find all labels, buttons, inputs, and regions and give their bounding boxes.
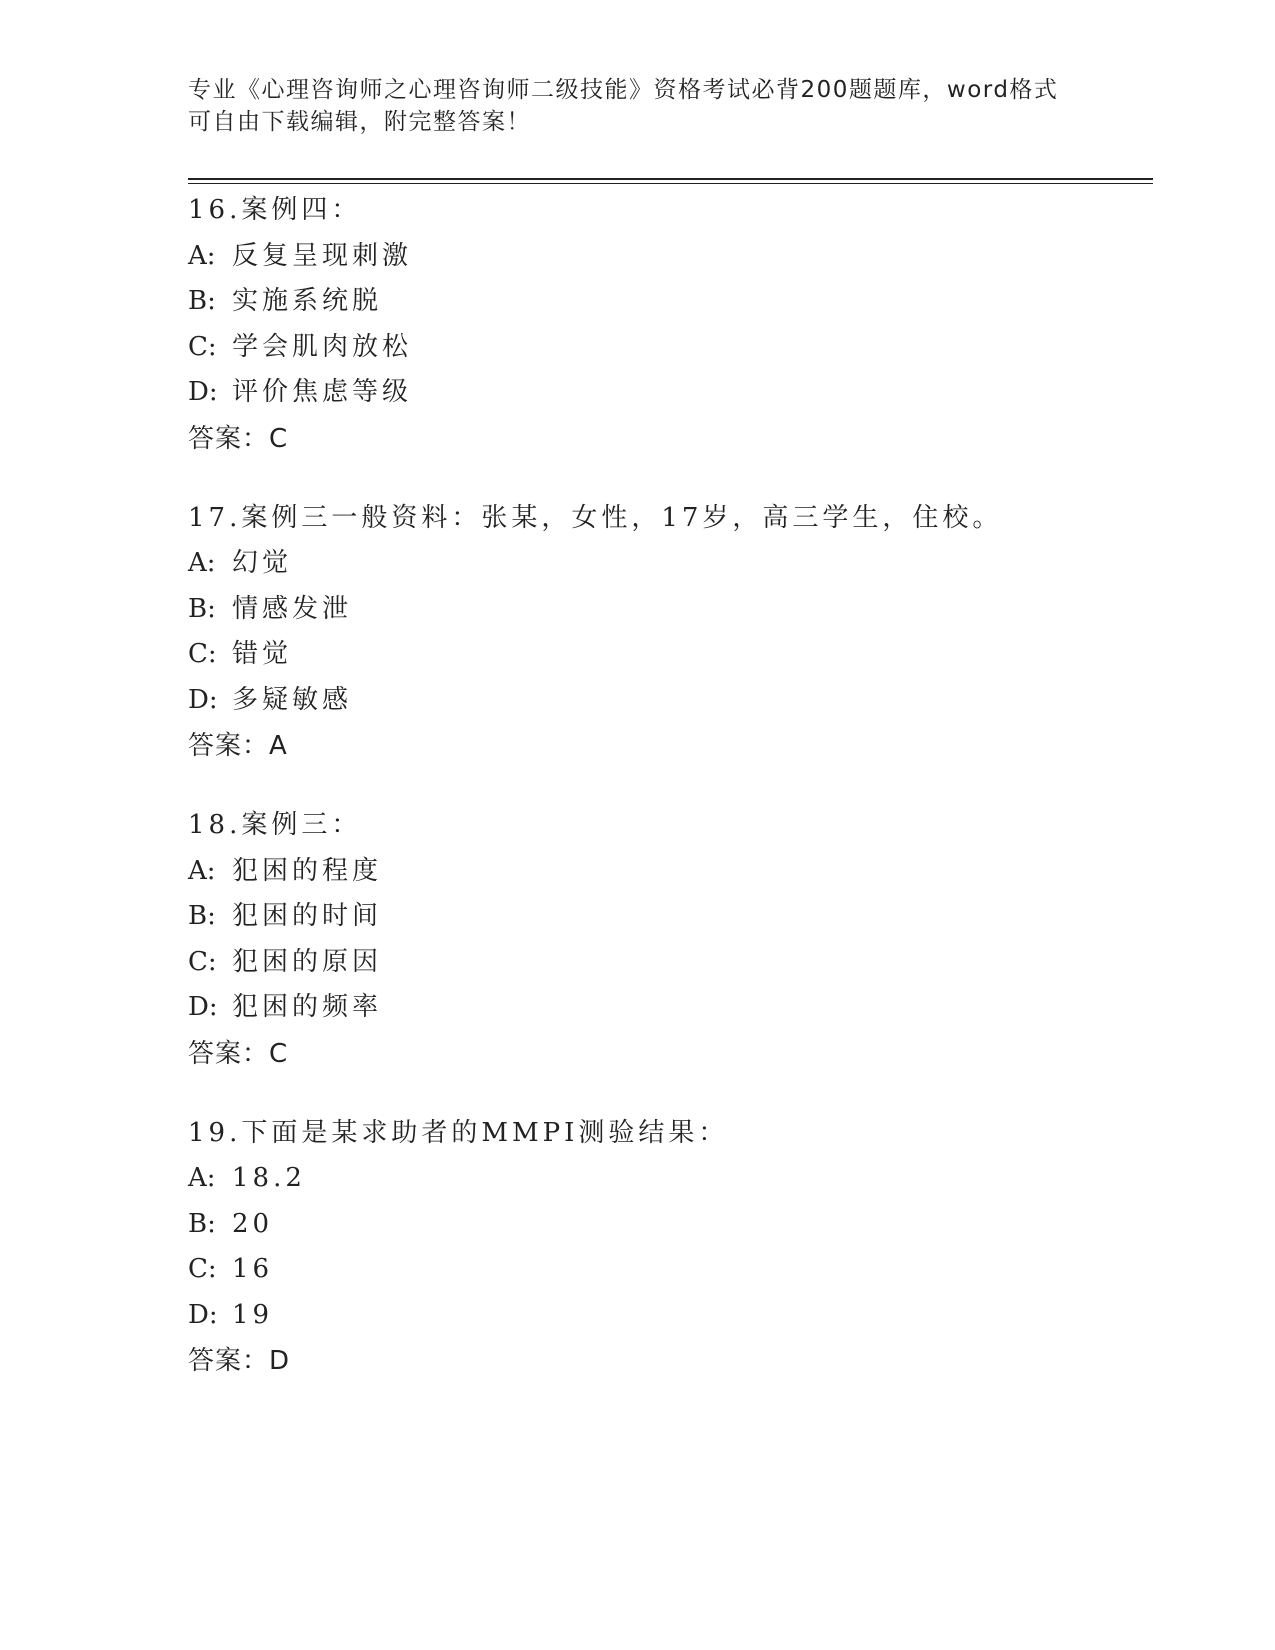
document-header <box>188 74 1088 138</box>
question-16 <box>188 188 1148 462</box>
option-letter: B: <box>188 286 216 316</box>
option-b <box>188 894 1148 940</box>
option-letter: C: <box>188 331 217 362</box>
option-a <box>188 1156 1148 1202</box>
option-letter: C: <box>188 946 217 977</box>
option-text: 犯困的时间 <box>232 901 383 931</box>
option-c <box>188 325 1148 371</box>
option-text: 犯困的频率 <box>232 992 383 1022</box>
question-19 <box>188 1111 1148 1385</box>
option-letter: D: <box>188 992 218 1022</box>
option-d <box>188 370 1148 416</box>
option-c <box>188 632 1148 678</box>
answer-line: 答案：A <box>188 731 288 761</box>
option-letter: D: <box>188 377 218 407</box>
option-b <box>188 279 1148 325</box>
option-letter: A: <box>188 240 216 271</box>
question-list <box>188 188 1148 1418</box>
option-letter: D: <box>188 684 218 715</box>
option-letter: B: <box>188 593 216 624</box>
option-text: 错觉 <box>232 639 293 669</box>
question-stem: 17.案例三一般资料：张某，女性，17岁，高三学生，住校。 <box>188 502 1003 533</box>
option-text: 反复呈现刺激 <box>232 240 413 271</box>
option-text: 多疑敏感 <box>232 684 353 715</box>
option-text: 20 <box>232 1208 274 1239</box>
option-d <box>188 678 1148 724</box>
option-text: 幻觉 <box>232 548 293 578</box>
question-stem: 18.案例三： <box>188 810 362 840</box>
answer-line: 答案：C <box>188 423 289 454</box>
question-stem: 19.下面是某求助者的MMPI测验结果： <box>188 1117 729 1148</box>
option-text: 18.2 <box>232 1163 306 1193</box>
option-letter: B: <box>188 901 216 931</box>
option-b <box>188 1202 1148 1248</box>
option-a <box>188 234 1148 280</box>
option-text: 评价焦虑等级 <box>232 377 413 407</box>
option-text: 情感发泄 <box>232 593 353 624</box>
option-text: 16 <box>232 1254 274 1284</box>
option-text: 学会肌肉放松 <box>232 331 413 362</box>
option-text: 实施系统脱 <box>232 286 383 316</box>
option-text: 19 <box>232 1299 274 1330</box>
option-text: 犯困的原因 <box>232 946 383 977</box>
option-c <box>188 1247 1148 1293</box>
option-letter: B: <box>188 1208 216 1239</box>
header-line-1: 专业《心理咨询师之心理咨询师二级技能》资格考试必背200题题库，word格式 <box>188 77 1059 103</box>
option-letter: C: <box>188 639 217 669</box>
answer-line: 答案：D <box>188 1346 291 1376</box>
question-stem: 16.案例四： <box>188 195 362 225</box>
option-letter: D: <box>188 1299 218 1330</box>
option-letter: A: <box>188 855 216 886</box>
option-b <box>188 587 1148 633</box>
option-c <box>188 940 1148 986</box>
header-divider <box>188 178 1153 184</box>
question-17 <box>188 496 1148 770</box>
option-d <box>188 1293 1148 1339</box>
option-a <box>188 541 1148 587</box>
option-text: 犯困的程度 <box>232 855 383 886</box>
question-18 <box>188 803 1148 1077</box>
option-letter: C: <box>188 1254 217 1284</box>
answer-line: 答案：C <box>188 1038 289 1069</box>
option-letter: A: <box>188 1163 216 1193</box>
option-a <box>188 849 1148 895</box>
option-letter: A: <box>188 548 216 578</box>
option-d <box>188 985 1148 1031</box>
header-line-2: 可自由下载编辑，附完整答案！ <box>188 109 531 135</box>
